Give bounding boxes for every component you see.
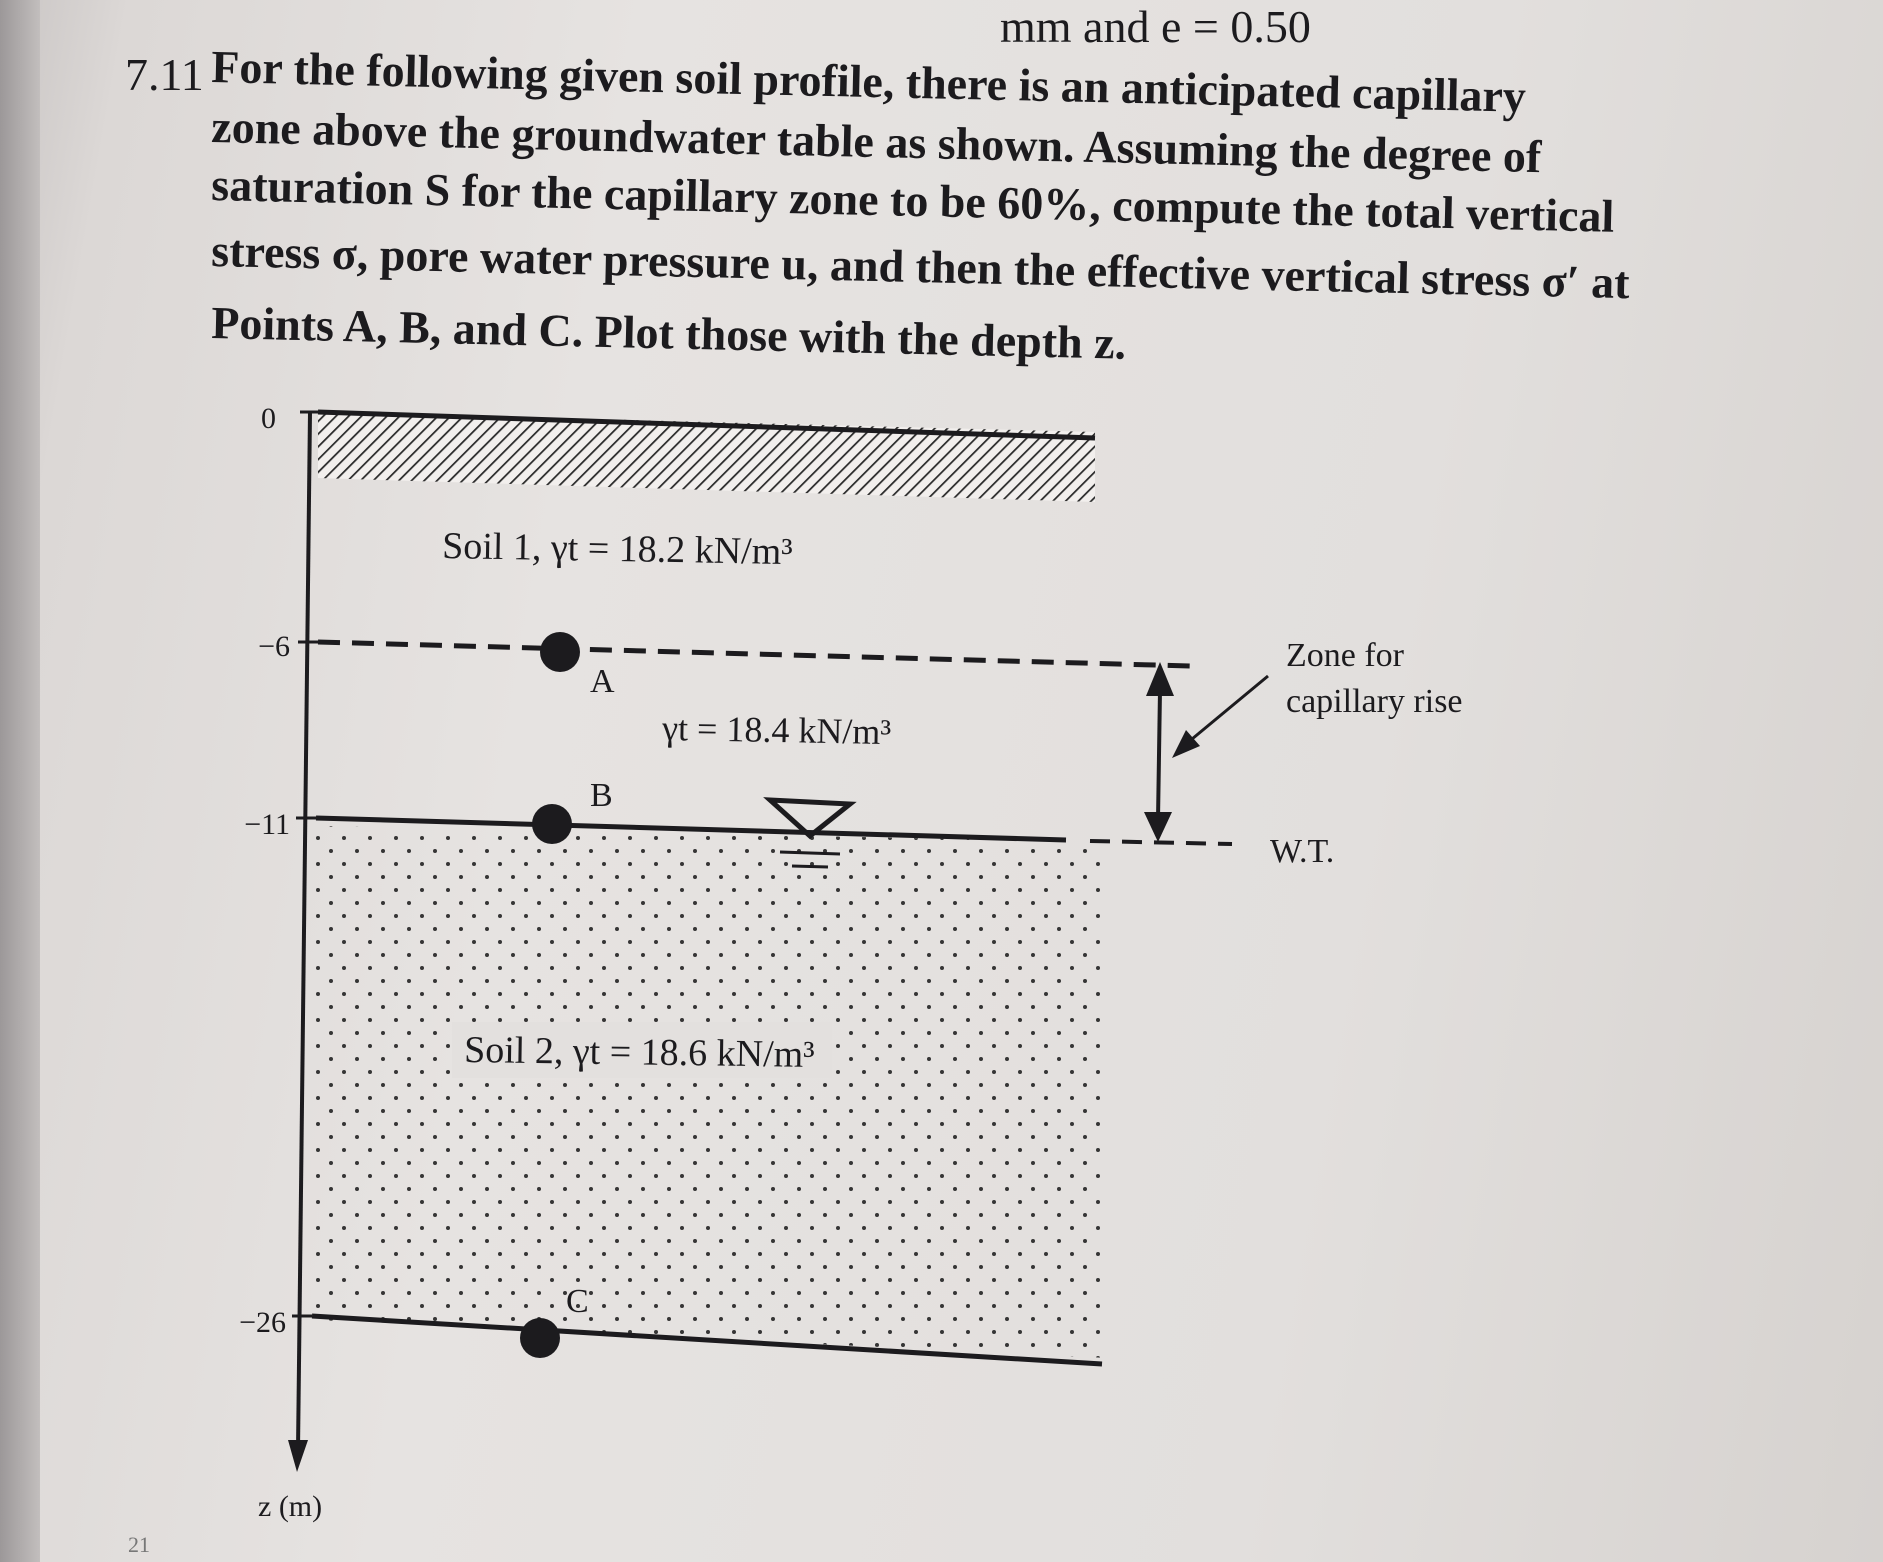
axis-label: z (m) — [258, 1490, 323, 1523]
problem-text-line-3: saturation S for the capillary zone to be 60%, compute the total vertical — [210, 158, 1615, 242]
tick-label-11: −11 — [244, 808, 290, 841]
water-table-symbol-bar-2 — [792, 866, 828, 867]
water-table-symbol-bar-1 — [780, 852, 840, 854]
soil1-label: Soil 1, γt = 18.2 kN/m³ — [441, 525, 794, 574]
tick-label-26: −26 — [239, 1306, 286, 1339]
zone-label-line-1: Zone for — [1286, 637, 1405, 674]
problem-text-line-5: Points A, B, and C. Plot those with the depth z. — [210, 296, 1127, 369]
point-b-marker — [532, 804, 572, 844]
point-c-marker — [520, 1318, 560, 1358]
problem-text-line-1: For the following given soil profile, there is an anticipated capillary — [210, 40, 1527, 122]
previous-problem-tail: mm and e = 0.50 — [1000, 1, 1311, 52]
capillary-rise-arrow-shaft — [1158, 690, 1160, 820]
zone-label-line-2: capillary rise — [1286, 683, 1463, 720]
capillary-top-dashed-line — [318, 642, 1190, 666]
tick-label-0: 0 — [261, 402, 276, 435]
soil2-dotted-region — [316, 826, 1108, 1358]
depth-axis — [298, 412, 310, 1450]
capillary-gamma-label: γt = 18.4 kN/m³ — [661, 708, 892, 752]
depth-axis-arrowhead — [288, 1440, 308, 1472]
point-b-label: B — [590, 777, 613, 814]
page-number-fragment: 21 — [128, 1532, 150, 1557]
soil2-label: Soil 2, γt = 18.6 kN/m³ — [463, 1029, 815, 1076]
problem-text-line-4: stress σ, pore water pressure u, and then the effective vertical stress σ′ at — [210, 224, 1631, 309]
point-a-marker — [540, 632, 580, 672]
point-a-label: A — [590, 663, 615, 700]
problem-number: 7.11 — [125, 49, 204, 100]
point-c-label: C — [566, 1283, 589, 1320]
zone-pointer-line — [1186, 676, 1268, 744]
problem-text-line-2: zone above the groundwater table as shown. Assuming the degree of — [210, 100, 1542, 183]
water-table-label: W.T. — [1270, 833, 1335, 870]
tick-label-6: −6 — [258, 630, 290, 663]
capillary-rise-arrow-bottom — [1144, 812, 1172, 842]
water-table-dashed-line — [1090, 841, 1232, 844]
